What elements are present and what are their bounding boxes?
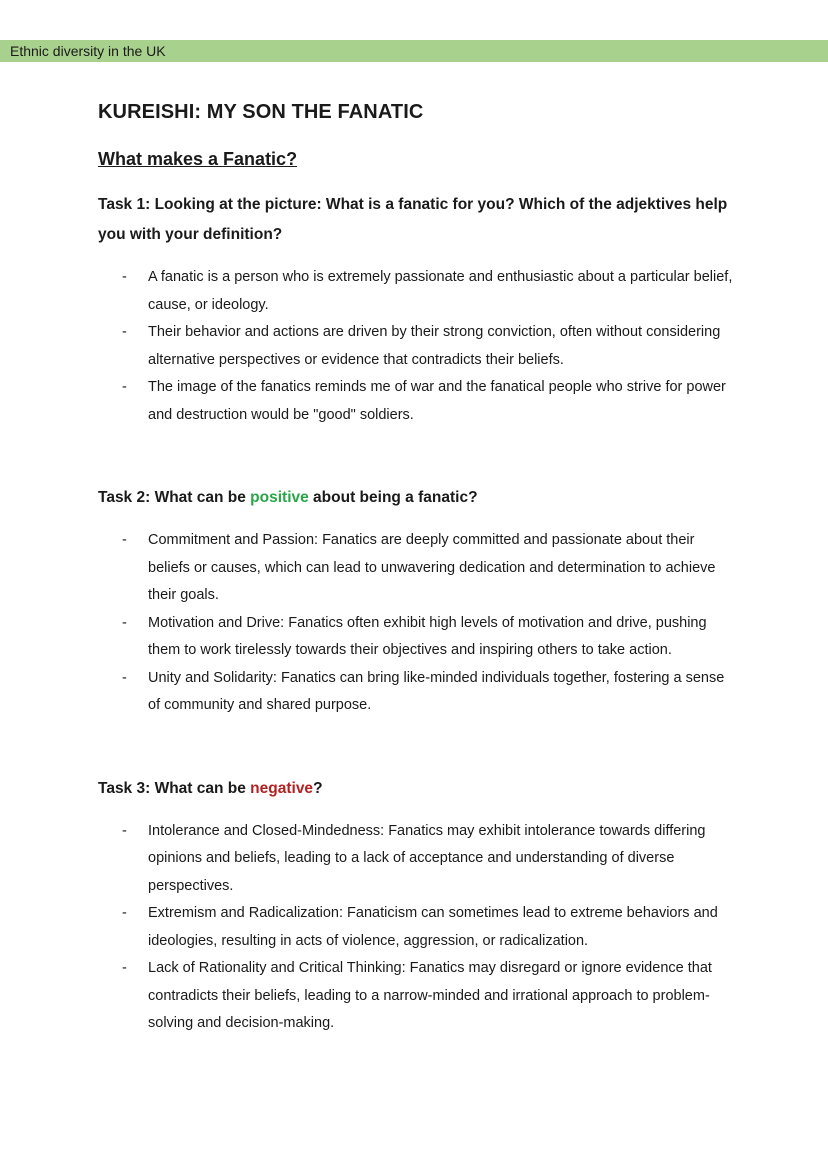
list-item	[98, 374, 738, 429]
document-body	[98, 98, 738, 1038]
list-item-text: Lack of Rationality and Critical Thinking: Fanatics may disregard or ignore evidence that contradicts their beliefs, leading to a narrow-minded and irrational approach to problem-solving and decision-making.	[148, 960, 712, 1031]
bullet-dash: -	[122, 269, 127, 285]
list-item	[98, 527, 738, 610]
task-2-heading-end: about being a fanatic?	[308, 489, 478, 506]
list-item-text: Unity and Solidarity: Fanatics can bring like-minded individuals together, fostering a sense of community and shared purpose.	[148, 669, 725, 713]
header-bar	[0, 40, 828, 62]
task-3-points	[98, 818, 738, 1038]
bullet-dash: -	[122, 669, 127, 686]
task-2-heading-start: Task 2: What can be	[98, 489, 251, 506]
task-3	[98, 774, 738, 1038]
list-item-text: Intolerance and Closed-Mindedness: Fanatics may exhibit intolerance towards differing opinions and beliefs, leading to a lack of acceptance and understanding of diverse perspectives.	[148, 822, 706, 894]
negative-keyword: negative	[250, 779, 314, 797]
section-title: What makes a Fanatic?	[98, 149, 298, 169]
task-3-heading-end: ?	[313, 779, 323, 797]
list-item	[98, 610, 738, 665]
list-item	[98, 264, 738, 319]
list-item-text: Their behavior and actions are driven by their strong conviction, often without considering alternative perspectives or evidence that contradicts their beliefs.	[148, 324, 721, 368]
list-item	[98, 900, 738, 955]
list-item-text: Motivation and Drive: Fanatics often exhibit high levels of motivation and drive, pushing them to work tirelessly towards their objectives and inspiring others to take action.	[148, 614, 707, 658]
bullet-dash: -	[122, 822, 127, 839]
bullet-dash: -	[122, 960, 127, 976]
bullet-dash: -	[122, 614, 127, 631]
list-item-text: A fanatic is a person who is extremely passionate and enthusiastic about a particular belief, cause, or ideology.	[148, 269, 733, 313]
task-3-heading-start: Task 3: What can be	[98, 779, 251, 797]
task-2-heading	[98, 483, 738, 513]
task-2	[98, 483, 738, 720]
list-item-text: The image of the fanatics reminds me of war and the fanatical people who strive for power and destruction would be "good" soldiers.	[148, 379, 726, 423]
list-item-text: Commitment and Passion: Fanatics are deeply committed and passionate about their beliefs or causes, which can lead to unwavering dedication and determination to achieve their goals.	[148, 532, 716, 603]
task-2-points	[98, 527, 738, 720]
list-item	[98, 955, 738, 1038]
list-item	[98, 818, 738, 901]
bullet-dash: -	[122, 379, 127, 395]
document-title: KUREISHI: MY SON THE FANATIC	[98, 101, 424, 123]
task-3-heading	[98, 774, 738, 804]
list-item	[98, 319, 738, 374]
list-item	[98, 665, 738, 720]
header-label: Ethnic diversity in the UK	[10, 43, 166, 59]
task-1-points	[98, 264, 738, 429]
bullet-dash: -	[122, 532, 127, 548]
task-1	[98, 190, 738, 429]
bullet-dash: -	[122, 324, 127, 340]
positive-keyword: positive	[250, 489, 309, 506]
bullet-dash: -	[122, 905, 127, 921]
task-1-heading: Task 1: Looking at the picture: What is a fanatic for you? Which of the adjektives help you with your definition?	[98, 196, 728, 243]
list-item-text: Extremism and Radicalization: Fanaticism can sometimes lead to extreme behaviors and ideologies, resulting in acts of violence, aggression, or radicalization.	[148, 905, 718, 949]
